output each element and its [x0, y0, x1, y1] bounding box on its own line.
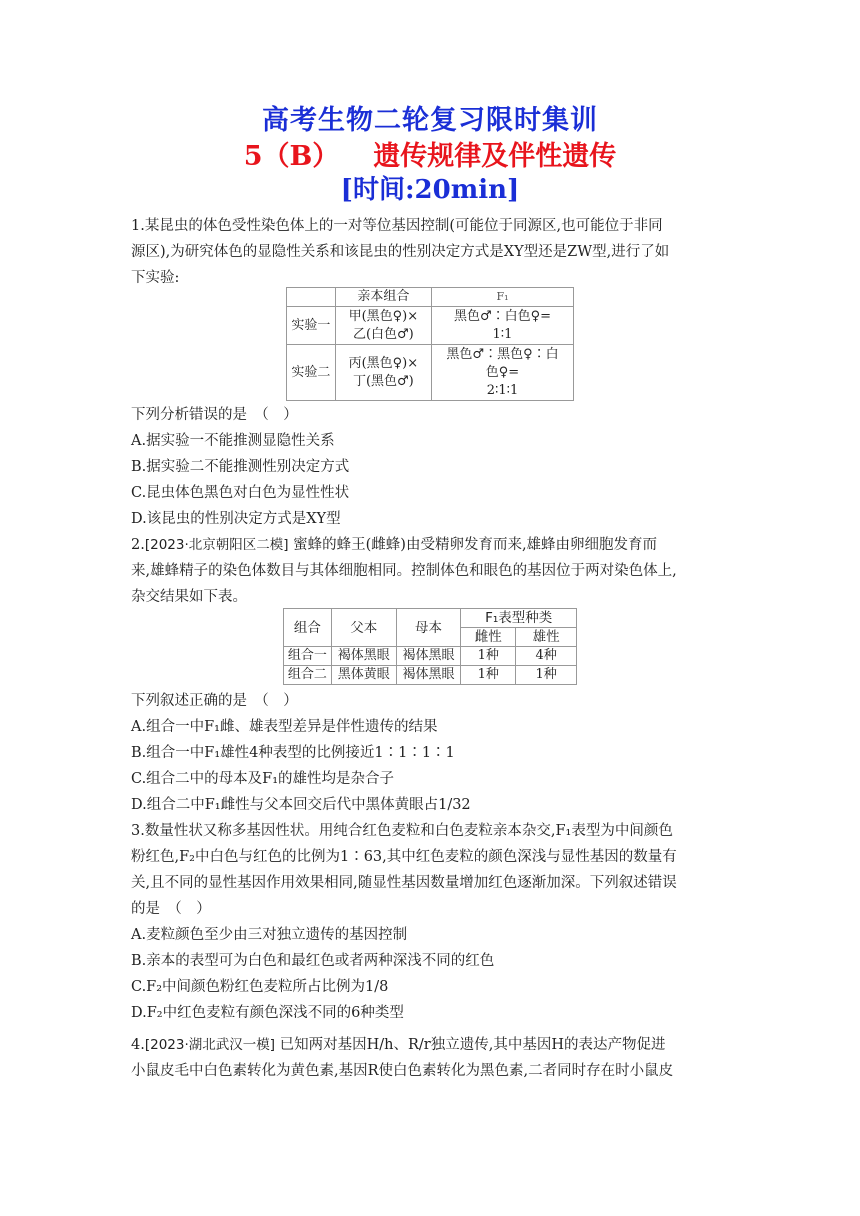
q2-cell-female: 1种 — [461, 647, 516, 666]
q1-stem-line: 1.某昆虫的体色受性染色体上的一对等位基因控制(可能位于同源区,也可能位于非同 — [131, 218, 663, 234]
q2-option-d: D.组合二中F₁雌性与父本回交后代中黑体黄眼占1/32 — [131, 797, 471, 813]
cell-line: 丙(黑色♀)× — [348, 355, 419, 371]
q2-cell-mother: 褐体黑眼 — [396, 647, 461, 666]
chapter-number: 5（B） — [243, 141, 340, 172]
q2-option-c: C.组合二中的母本及F₁的雄性均是杂合子 — [131, 771, 395, 787]
q2-stem-line: 杂交结果如下表。 — [131, 589, 247, 605]
q1-table-header-f1: F₁ — [432, 288, 574, 307]
q2-stem-line — [131, 532, 731, 558]
q1-option-c: C.昆虫体色黑色对白色为显性性状 — [131, 485, 350, 501]
q1-option-d: D.该昆虫的性别决定方式是XY型 — [131, 511, 341, 527]
q2-table — [283, 608, 577, 685]
cell-line: 1∶1 — [492, 326, 513, 342]
q2-header-mother: 母本 — [396, 609, 461, 647]
q1-stem-line: 源区),为研究体色的显隐性关系和该昆虫的性别决定方式是XY型还是ZW型,进行了如 — [131, 244, 670, 260]
q1-option-a: A.据实验一不能推测显隐性关系 — [131, 433, 335, 449]
q2-cell-father: 褐体黑眼 — [331, 647, 396, 666]
q1-row-label: 实验二 — [287, 345, 336, 401]
question-4 — [131, 1032, 731, 1084]
q1-options — [131, 402, 731, 532]
q2-source: [2023·北京朝阳区二模] — [144, 537, 289, 553]
cell-line: 甲(黑色♀)× — [348, 308, 419, 324]
q1-stem-line: 下实验: — [131, 270, 180, 286]
cell-line: 色♀= — [485, 364, 520, 380]
q2-stem-line: 来,雄蜂精子的染色体数目与其体细胞相同。控制体色和眼色的基因位于两对染色体上, — [131, 563, 677, 579]
q1-row-parents — [335, 307, 431, 345]
q3-stem-line: 关,且不同的显性基因作用效果相同,随显性基因数量增加红色逐渐加深。下列叙述错误 — [131, 875, 677, 891]
q1-ask: 下列分析错误的是 （ ） — [131, 407, 298, 423]
q1-row-parents — [335, 345, 431, 401]
q2-header-female: 雌性 — [461, 628, 516, 647]
q1-table-header-parents: 亲本组合 — [335, 288, 431, 307]
q2-header-male: 雄性 — [516, 628, 577, 647]
question-2 — [131, 532, 731, 610]
cell-line: 丁(黑色♂) — [352, 373, 414, 389]
q4-stem-line — [131, 1032, 731, 1058]
q4-source: [2023·湖北武汉一模] — [144, 1037, 276, 1053]
q1-row-label: 实验一 — [287, 307, 336, 345]
chapter-heading — [0, 140, 860, 174]
q1-table — [286, 287, 574, 401]
q3-stem-line: 3.数量性状又称多基因性状。用纯合红色麦粒和白色麦粒亲本杂交,F₁表型为中间颜色 — [131, 823, 673, 839]
q3-option-a: A.麦粒颜色至少由三对独立遗传的基因控制 — [131, 927, 408, 943]
q2-option-a: A.组合一中F₁雌、雄表型差异是伴性遗传的结果 — [131, 719, 438, 735]
q2-cell-mother: 褐体黑眼 — [396, 666, 461, 685]
chapter-title: 遗传规律及伴性遗传 — [373, 141, 617, 172]
q2-ask: 下列叙述正确的是 （ ） — [131, 693, 298, 709]
table-row — [287, 307, 574, 345]
cell-line: 2∶1∶1 — [486, 382, 519, 398]
q1-option-b: B.据实验二不能推测性别决定方式 — [131, 459, 350, 475]
document-title: 高考生物二轮复习限时集训 — [262, 105, 598, 136]
q2-stem-text: 蜜蜂的蜂王(雌蜂)由受精卵发育而来,雄蜂由卵细胞发育而 — [293, 537, 658, 553]
question-1 — [131, 213, 731, 291]
table-row — [287, 345, 574, 401]
q2-number: 2. — [131, 537, 145, 553]
q3-stem-line: 粉红色,F₂中白色与红色的比例为1∶63,其中红色麦粒的颜色深浅与显性基因的数量有 — [131, 849, 677, 865]
q1-table-header-empty — [287, 288, 336, 307]
cell-line: 黑色♂∶黑色♀∶白 — [446, 346, 559, 362]
q2-option-b: B.组合一中F₁雄性4种表型的比例接近1∶1∶1∶1 — [131, 745, 455, 761]
q4-stem-line: 小鼠皮毛中白色素转化为黄色素,基因R使白色素转化为黑色素,二者同时存在时小鼠皮 — [131, 1063, 674, 1079]
question-3 — [131, 818, 731, 1026]
q2-cell-group: 组合二 — [284, 666, 332, 685]
q2-cell-female: 1种 — [461, 666, 516, 685]
q4-number: 4. — [131, 1037, 145, 1053]
q3-option-c: C.F₂中间颜色粉红色麦粒所占比例为1/8 — [131, 979, 389, 995]
q2-cell-group: 组合一 — [284, 647, 332, 666]
q3-option-b: B.亲本的表型可为白色和最红色或者两种深浅不同的红色 — [131, 953, 495, 969]
table-row — [284, 666, 577, 685]
q3-option-d: D.F₂中红色麦粒有颜色深浅不同的6种类型 — [131, 1005, 404, 1021]
q1-row-f1 — [432, 307, 574, 345]
q2-options — [131, 688, 731, 818]
q4-stem-text: 已知两对基因H/h、R/r独立遗传,其中基因H的表达产物促进 — [279, 1037, 666, 1053]
q2-cell-male: 4种 — [516, 647, 577, 666]
q2-cell-father: 黑体黄眼 — [331, 666, 396, 685]
q3-stem-line: 的是 （ ） — [131, 901, 211, 917]
q2-cell-male: 1种 — [516, 666, 577, 685]
q2-header-father: 父本 — [331, 609, 396, 647]
table-row — [284, 647, 577, 666]
cell-line: 乙(白色♂) — [352, 326, 414, 342]
q2-header-f1: F₁表型种类 — [461, 609, 577, 628]
q2-header-group: 组合 — [284, 609, 332, 647]
cell-line: 黑色♂∶白色♀= — [453, 308, 552, 324]
time-limit: [时间:20min] — [340, 175, 520, 205]
q1-row-f1 — [432, 345, 574, 401]
